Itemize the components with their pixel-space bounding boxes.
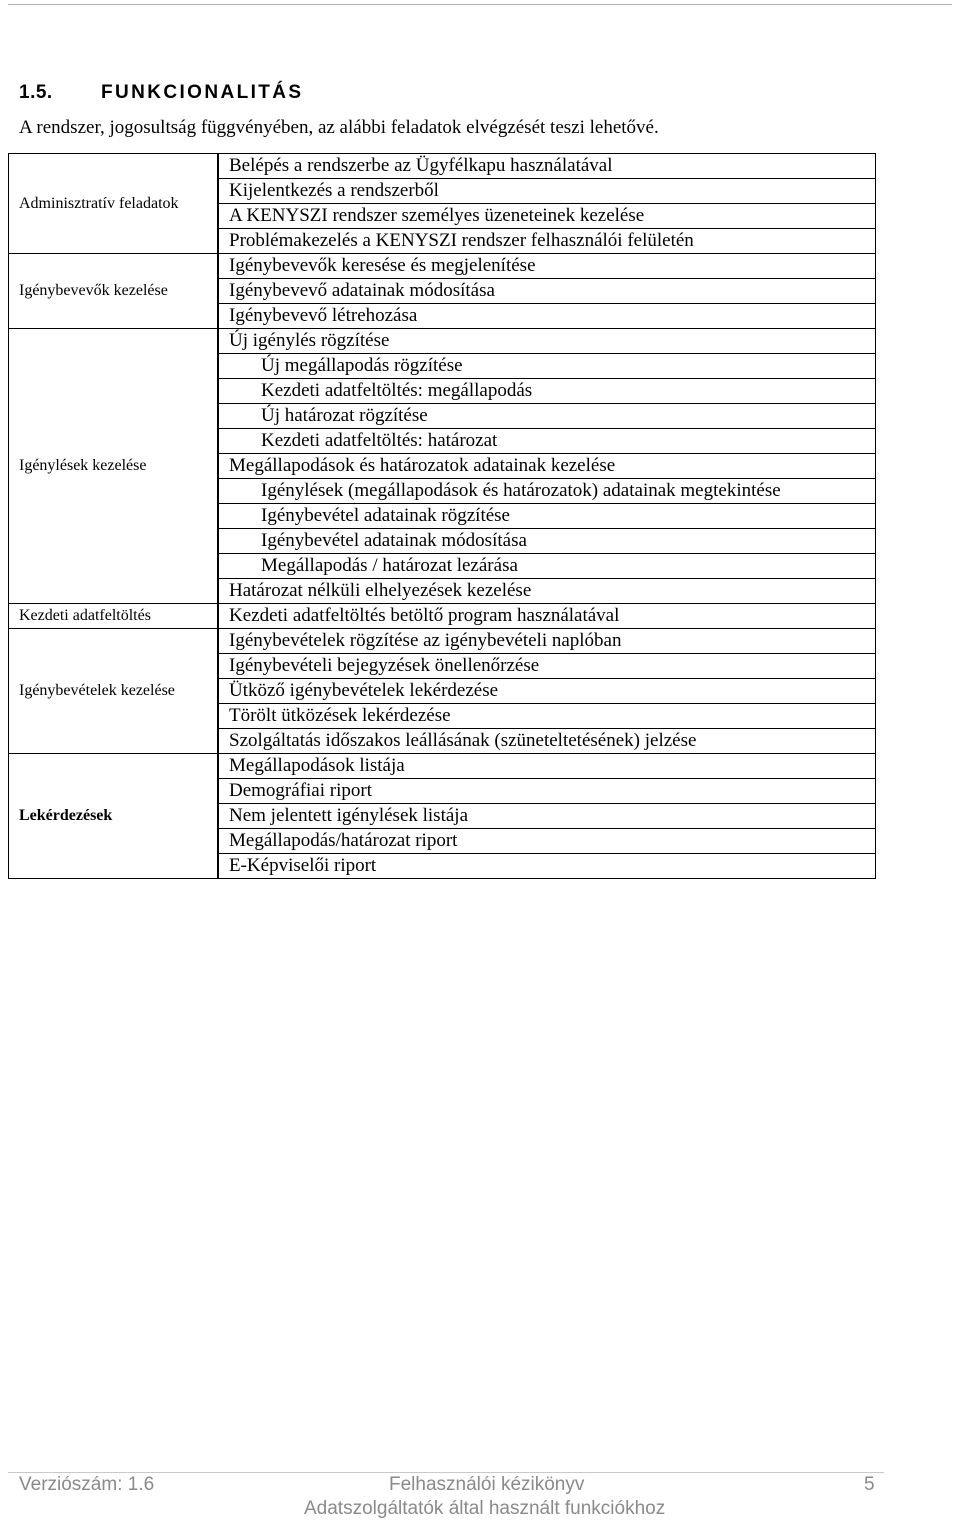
category-cell: Igénybevételek kezelése <box>9 629 218 754</box>
footer-page-number: 5 <box>864 1474 875 1495</box>
function-item: Kezdeti adatfeltöltés betöltő program használatával <box>219 604 876 629</box>
function-item: Igénybevevő adatainak módosítása <box>219 279 876 304</box>
functionality-table <box>8 153 876 879</box>
function-item: Igénybevétel adatainak rögzítése <box>219 504 876 529</box>
function-item: Szolgáltatás időszakos leállásának (szüneteltetésének) jelzése <box>219 729 876 754</box>
function-item: Kezdeti adatfeltöltés: határozat <box>219 429 876 454</box>
table-row <box>9 754 876 779</box>
function-item: Igénylések (megállapodások és határozatok) adatainak megtekintése <box>219 479 876 504</box>
table-row <box>9 604 876 629</box>
function-item: Megállapodás/határozat riport <box>219 829 876 854</box>
table-row <box>9 629 876 654</box>
section-intro: A rendszer, jogosultság függvényében, az alábbi feladatok elvégzését teszi lehetővé. <box>19 117 659 138</box>
function-item: Igénybevételi bejegyzések önellenőrzése <box>219 654 876 679</box>
function-item: Ütköző igénybevételek lekérdezése <box>219 679 876 704</box>
section-number: 1.5. <box>19 82 53 103</box>
function-item: Új igénylés rögzítése <box>219 329 876 354</box>
function-item: Problémakezelés a KENYSZI rendszer felhasználói felületén <box>219 229 876 254</box>
category-cell: Lekérdezések <box>9 754 218 879</box>
footer-version: Verziószám: 1.6 <box>19 1474 155 1495</box>
function-item: Törölt ütközések lekérdezése <box>219 704 876 729</box>
function-item: Demográfiai riport <box>219 779 876 804</box>
function-item: Új határozat rögzítése <box>219 404 876 429</box>
function-item: Új megállapodás rögzítése <box>219 354 876 379</box>
category-cell: Igénybevevők kezelése <box>9 254 218 329</box>
section-title: FUNKCIONALITÁS <box>101 82 304 103</box>
function-item: Nem jelentett igénylések listája <box>219 804 876 829</box>
function-item: Megállapodások és határozatok adatainak kezelése <box>219 454 876 479</box>
function-item: Igénybevevő létrehozása <box>219 304 876 329</box>
function-item: Kezdeti adatfeltöltés: megállapodás <box>219 379 876 404</box>
footer-subtitle: Adatszolgáltatók által használt funkciókhoz <box>304 1498 666 1519</box>
section-heading <box>19 82 303 104</box>
function-item: E-Képviselői riport <box>219 854 876 879</box>
function-item: Igénybevevők keresése és megjelenítése <box>219 254 876 279</box>
function-item: Belépés a rendszerbe az Ügyfélkapu használatával <box>219 154 876 179</box>
function-item: A KENYSZI rendszer személyes üzeneteinek kezelése <box>219 204 876 229</box>
function-item: Igénybevételek rögzítése az igénybevételi naplóban <box>219 629 876 654</box>
table-row <box>9 254 876 279</box>
function-item: Megállapodás / határozat lezárása <box>219 554 876 579</box>
functionality-table-body <box>9 154 876 879</box>
function-item: Megállapodások listája <box>219 754 876 779</box>
function-item: Igénybevétel adatainak módosítása <box>219 529 876 554</box>
function-item: Kijelentkezés a rendszerből <box>219 179 876 204</box>
top-rule <box>8 4 952 5</box>
category-cell: Igénylések kezelése <box>9 329 218 604</box>
function-item: Határozat nélküli elhelyezések kezelése <box>219 579 876 604</box>
footer-rule <box>8 1472 884 1473</box>
footer-doc-title: Felhasználói kézikönyv <box>389 1474 585 1495</box>
table-row <box>9 154 876 179</box>
category-cell: Adminisztratív feladatok <box>9 154 218 254</box>
category-cell: Kezdeti adatfeltöltés <box>9 604 218 629</box>
table-row <box>9 329 876 354</box>
